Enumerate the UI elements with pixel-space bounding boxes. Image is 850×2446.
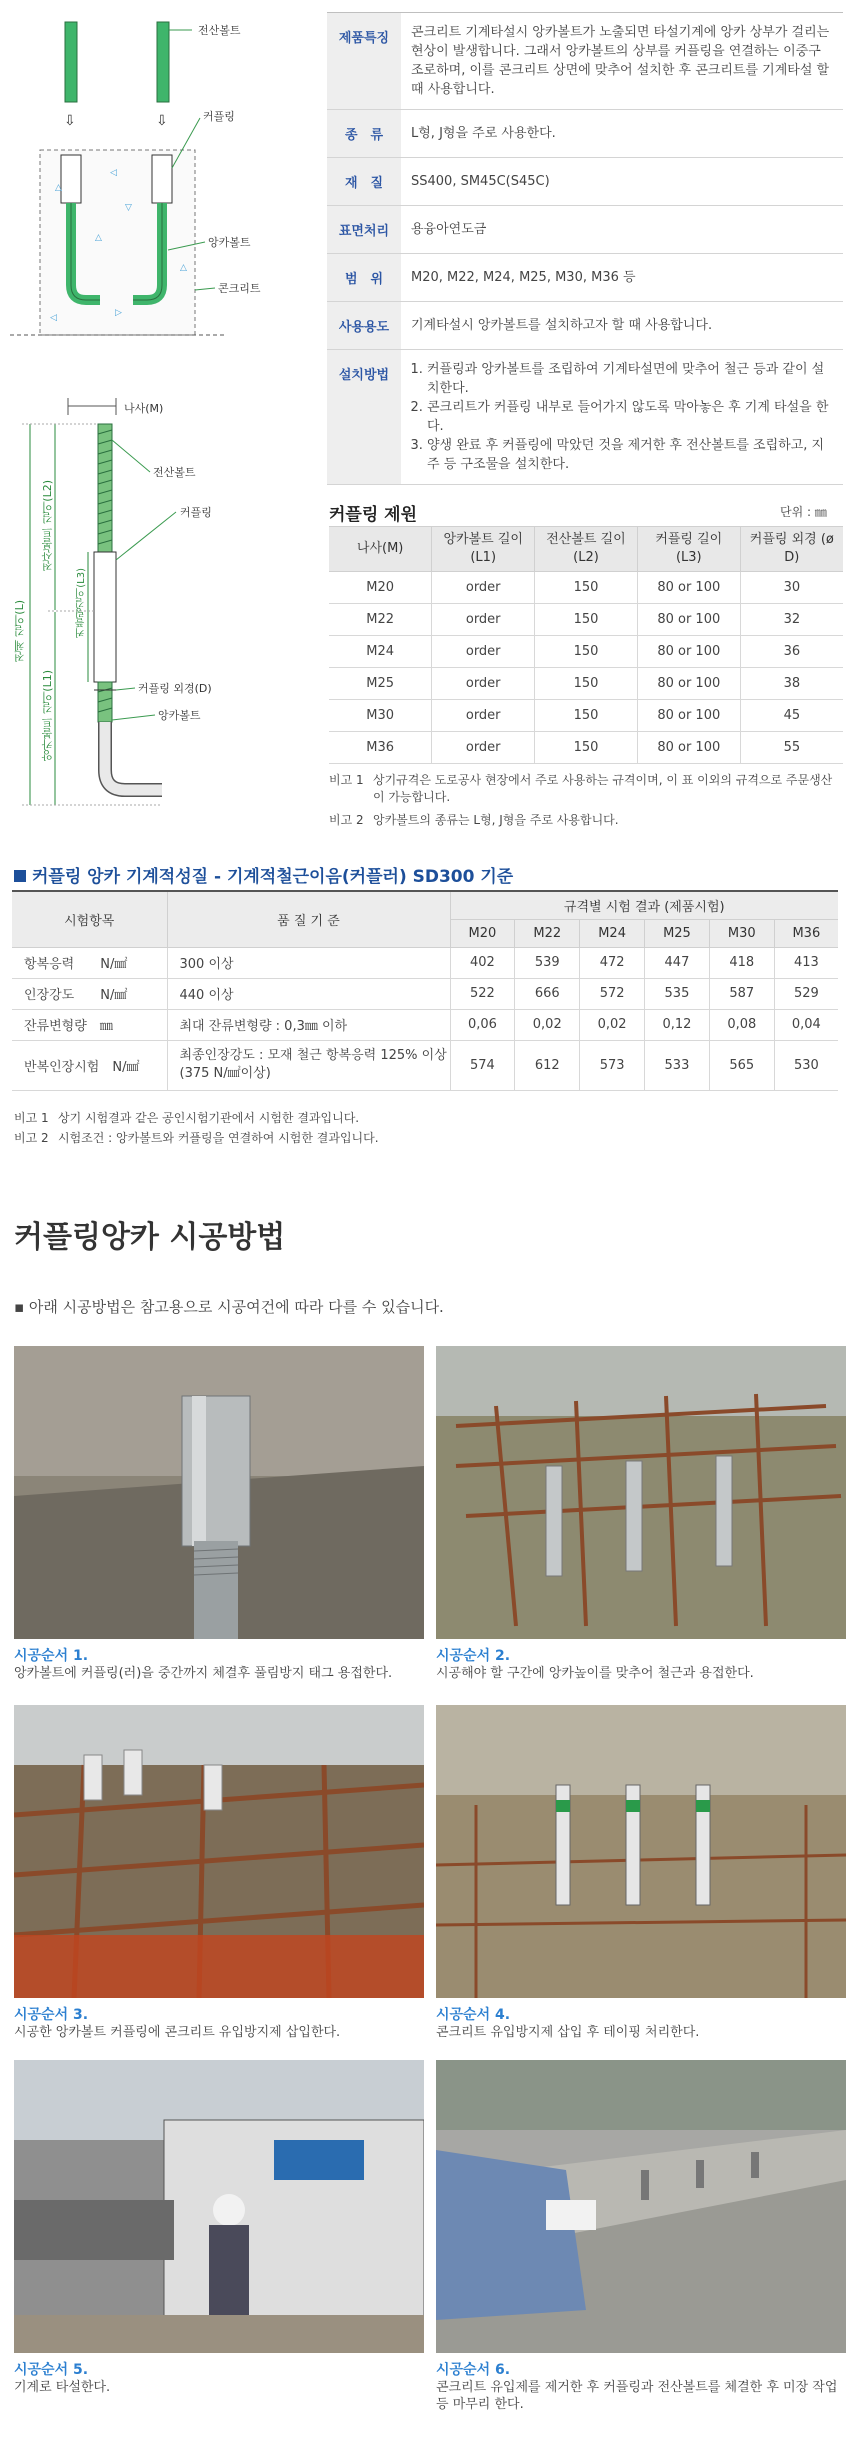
install-steps <box>411 360 833 474</box>
label-coupling-length: 커플링길이(L3) <box>76 568 87 638</box>
item-unit: N/㎟ <box>100 988 128 1003</box>
step-text: 시공해야 할 구간에 앙카높이를 맞추어 철근과 용접한다. <box>436 1666 754 1681</box>
cell <box>12 1040 167 1090</box>
coupling-table-title: 커플링 제원 <box>329 505 418 525</box>
cell: 80 or 100 <box>637 572 740 604</box>
square-bullet-icon <box>14 870 26 882</box>
cell: order <box>432 732 535 764</box>
photo-finish <box>436 2060 846 2353</box>
step-caption-1 <box>14 1648 424 1682</box>
photo-taping <box>436 1705 846 1998</box>
spec-row <box>327 13 843 110</box>
cell: 32 <box>740 604 843 636</box>
table-row <box>12 1040 838 1090</box>
spec-value: 콘크리트 기계타설시 앙카볼트가 노출되면 타설기계에 앙카 상부가 걸리는 현상이 발생합니다. 그래서 앙카볼트의 상부를 커플링을 연결하는 이중구조로하며, 이를 콘크리트 상면에 맞추어 설치한 후 콘크리트를 기계타설 할 때 사용합니다. <box>411 25 830 97</box>
step-photo-6 <box>436 2060 846 2353</box>
cell: 150 <box>535 732 638 764</box>
cell: 36 <box>740 636 843 668</box>
cell: 522 <box>450 978 515 1009</box>
spec-row <box>327 206 843 254</box>
table-row <box>329 732 843 764</box>
spec-key: 제품특징 <box>327 13 401 109</box>
cell: 80 or 100 <box>637 732 740 764</box>
note-tag: 비고 1 <box>14 1111 49 1125</box>
table-row <box>329 636 843 668</box>
cell: 666 <box>515 978 580 1009</box>
spec-row <box>327 158 843 206</box>
spec-key: 재 질 <box>327 158 401 205</box>
cell: 533 <box>645 1040 710 1090</box>
cell: 565 <box>709 1040 774 1090</box>
cell: 472 <box>580 947 645 978</box>
step-photo-2 <box>436 1346 846 1639</box>
svg-text:△: △ <box>95 233 102 243</box>
cell: M30 <box>329 700 432 732</box>
note-tag: 비고 2 <box>329 813 364 827</box>
cell: 539 <box>515 947 580 978</box>
cell: 0,12 <box>645 1009 710 1040</box>
cell: 418 <box>709 947 774 978</box>
cell <box>12 978 167 1009</box>
col-header: M36 <box>774 919 838 947</box>
cell: 80 or 100 <box>637 700 740 732</box>
col-header: M22 <box>515 919 580 947</box>
svg-text:⇩: ⇩ <box>64 113 76 129</box>
cell: order <box>432 668 535 700</box>
table-row <box>329 668 843 700</box>
step-title: 시공순서 5. <box>14 2362 89 2378</box>
step-caption-4 <box>436 2007 846 2041</box>
svg-text:△: △ <box>55 183 62 193</box>
cell: 80 or 100 <box>637 636 740 668</box>
col-header: M20 <box>450 919 515 947</box>
col-header: 커플링 길이 (L3) <box>637 527 740 572</box>
col-header: M24 <box>580 919 645 947</box>
cell <box>12 1009 167 1040</box>
step-text: 콘크리트 유입방지제 삽입 후 테이핑 처리한다. <box>436 2025 700 2040</box>
mech-title <box>14 862 513 887</box>
table-row <box>329 572 843 604</box>
note-text: 앙카볼트의 종류는 L형, J형을 주로 사용합니다. <box>373 813 619 827</box>
cell: 80 or 100 <box>637 604 740 636</box>
label-anchor-length: 앙카볼트 길이(L1) <box>41 670 54 762</box>
step-caption-2 <box>436 1648 846 1682</box>
item-unit: ㎜ <box>99 1019 113 1034</box>
spec-value <box>401 350 843 484</box>
step-text: 앙카볼트에 커플링(러)을 중간까지 체결후 풀림방지 태그 용접한다. <box>14 1666 393 1681</box>
item-unit: N/㎟ <box>112 1059 140 1075</box>
item-name: 인장강도 <box>24 988 75 1003</box>
step-title: 시공순서 4. <box>436 2007 511 2023</box>
cell: 535 <box>645 978 710 1009</box>
step-title: 시공순서 6. <box>436 2362 511 2378</box>
note-text: 상기규격은 도로공사 현장에서 주로 사용하는 규격이며, 이 표 이외의 규격으로 주문생산이 가능합니다. <box>373 773 833 804</box>
col-header: M30 <box>709 919 774 947</box>
note-tag: 비고 1 <box>329 773 364 787</box>
spec-row <box>327 350 843 485</box>
note-text: 상기 시험결과 같은 공인시험기관에서 시험한 결과입니다. <box>58 1111 360 1125</box>
cell: 300 이상 <box>167 947 450 978</box>
step-text: 기계로 타설한다. <box>14 2380 111 2395</box>
cell: 45 <box>740 700 843 732</box>
svg-text:△: △ <box>180 263 187 273</box>
step-photo-4 <box>436 1705 846 1998</box>
step-photo-1 <box>14 1346 424 1639</box>
cell: 0,08 <box>709 1009 774 1040</box>
coupling-unit: 단위 : ㎜ <box>780 505 827 519</box>
step-caption-6 <box>436 2362 846 2413</box>
photo-machine-pour <box>14 2060 424 2353</box>
cell: 30 <box>740 572 843 604</box>
svg-text:⇩: ⇩ <box>156 113 168 129</box>
coupling-note-2 <box>329 812 843 829</box>
cell <box>12 947 167 978</box>
cell: 402 <box>450 947 515 978</box>
spec-value: 용융아연도금 <box>411 222 487 237</box>
step-title: 시공순서 3. <box>14 2007 89 2023</box>
mech-table <box>12 890 838 1091</box>
item-name: 잔류변형량 <box>24 1019 87 1034</box>
cell: 80 or 100 <box>637 668 740 700</box>
cell: 0,02 <box>580 1009 645 1040</box>
cell: 0,02 <box>515 1009 580 1040</box>
cell: 440 이상 <box>167 978 450 1009</box>
label-thread: 나사(M) <box>124 402 164 415</box>
cell: M22 <box>329 604 432 636</box>
spec-row <box>327 110 843 158</box>
spec-value: M20, M22, M24, M25, M30, M36 등 <box>411 270 636 285</box>
table-row <box>12 947 838 978</box>
col-header: 커플링 외경 (ø D) <box>740 527 843 572</box>
item-unit: N/㎟ <box>100 957 128 972</box>
col-header: 전산볼트 길이 (L2) <box>535 527 638 572</box>
label-total-length: 전체 길이(L) <box>13 600 26 663</box>
cell: 150 <box>535 668 638 700</box>
spec-key: 종 류 <box>327 110 401 157</box>
step-caption-5 <box>14 2362 424 2396</box>
cell: 38 <box>740 668 843 700</box>
label-concrete: 콘크리트 <box>218 282 261 295</box>
cell: 0,04 <box>774 1009 838 1040</box>
spec-value: L형, J형을 주로 사용한다. <box>411 126 556 141</box>
step-photo-5 <box>14 2060 424 2353</box>
photo-rebar-weld <box>436 1346 846 1639</box>
spec-key: 설치방법 <box>327 350 401 484</box>
svg-text:▷: ▷ <box>115 308 122 318</box>
cell: 530 <box>774 1040 838 1090</box>
label-threaded-length: 전산볼트 길이(L2) <box>41 480 54 572</box>
cell: 150 <box>535 700 638 732</box>
label-coupling-od: 커플링 외경(D) <box>138 682 212 695</box>
spec-row <box>327 302 843 350</box>
step-title: 시공순서 1. <box>14 1648 89 1664</box>
label-threaded-bolt-2: 전산볼트 <box>153 466 196 479</box>
cell: 529 <box>774 978 838 1009</box>
step-caption-3 <box>14 2007 424 2041</box>
spec-value: SS400, SM45C(S45C) <box>411 174 550 189</box>
col-header: 규격별 시험 결과 (제품시험) <box>450 891 838 919</box>
spec-row <box>327 254 843 302</box>
note-tag: 비고 2 <box>14 1131 49 1145</box>
install-step: 2. 콘크리트가 커플링 내부로 들어가지 않도록 막아놓은 후 기계 타설을 한다. <box>427 398 833 436</box>
table-row <box>12 1009 838 1040</box>
note-text: 시험조건 : 앙카볼트와 커플링을 연결하여 시험한 결과입니다. <box>58 1131 379 1145</box>
table-row <box>329 700 843 732</box>
cell: 55 <box>740 732 843 764</box>
table-row <box>329 604 843 636</box>
cell: order <box>432 700 535 732</box>
cell: 최대 잔류변형량 : 0,3㎜ 이하 <box>167 1009 450 1040</box>
cell: 0,06 <box>450 1009 515 1040</box>
cell: order <box>432 636 535 668</box>
anchor-diagram <box>0 0 325 820</box>
cell: 447 <box>645 947 710 978</box>
svg-text:▽: ▽ <box>125 203 132 213</box>
spec-key: 사용용도 <box>327 302 401 349</box>
cell: M36 <box>329 732 432 764</box>
cell: 최종인장강도 : 모재 철근 항복응력 125% 이상 (375 N/㎟이상) <box>167 1040 450 1090</box>
cell: 572 <box>580 978 645 1009</box>
cell: 574 <box>450 1040 515 1090</box>
cell: 612 <box>515 1040 580 1090</box>
label-coupling-2: 커플링 <box>180 506 212 519</box>
label-coupling: 커플링 <box>203 110 235 123</box>
section-intro: ▪ 아래 시공방법은 참고용으로 시공여건에 따라 다를 수 있습니다. <box>14 1298 444 1316</box>
cell: 150 <box>535 572 638 604</box>
cell: 150 <box>535 636 638 668</box>
section-title: 커플링앙카 시공방법 <box>14 1220 286 1255</box>
item-name: 반복인장시험 <box>24 1059 100 1075</box>
svg-text:◁: ◁ <box>110 168 117 178</box>
spec-key: 범 위 <box>327 254 401 301</box>
label-anchor-bolt: 앙카볼트 <box>208 236 251 249</box>
label-anchor-bolt-2: 앙카볼트 <box>158 709 201 722</box>
cell: order <box>432 572 535 604</box>
spec-value: 기계타설시 앙카볼트를 설치하고자 할 때 사용합니다. <box>411 318 713 333</box>
mech-note-1 <box>14 1110 359 1127</box>
photo-anchor-coupling <box>14 1346 424 1639</box>
mech-title-text: 커플링 앙카 기계적성질 - 기계적철근이음(커플러) SD300 기준 <box>32 867 514 887</box>
svg-text:◁: ◁ <box>50 313 57 323</box>
col-header: 나사(M) <box>329 527 432 572</box>
col-header: 시험항목 <box>12 891 167 947</box>
cell: 587 <box>709 978 774 1009</box>
spec-panel <box>327 12 843 485</box>
cell: 573 <box>580 1040 645 1090</box>
cell: 413 <box>774 947 838 978</box>
cell: 150 <box>535 604 638 636</box>
cell: order <box>432 604 535 636</box>
spec-key: 표면처리 <box>327 206 401 253</box>
photo-insert-plug <box>14 1705 424 1998</box>
label-threaded-bolt: 전산볼트 <box>198 24 241 37</box>
install-step: 3. 양생 완료 후 커플링에 막았던 것을 제거한 후 전산볼트를 조립하고, 지주 등 구조물을 설치한다. <box>427 436 833 474</box>
col-header: M25 <box>645 919 710 947</box>
install-step: 1. 커플링과 앙카볼트를 조립하여 기계타설면에 맞추어 철근 등과 같이 설치한다. <box>427 360 833 398</box>
col-header: 품 질 기 준 <box>167 891 450 947</box>
cell: M24 <box>329 636 432 668</box>
coupling-table <box>329 526 843 764</box>
step-text: 시공한 앙카볼트 커플링에 콘크리트 유입방지제 삽입한다. <box>14 2025 341 2040</box>
step-text: 콘크리트 유입제를 제거한 후 커플링과 전산볼트를 체결한 후 미장 작업등 마무리 한다. <box>436 2380 838 2412</box>
item-name: 항복응력 <box>24 957 75 972</box>
col-header: 앙카볼트 길이 (L1) <box>432 527 535 572</box>
mech-note-2 <box>14 1130 379 1147</box>
table-row <box>12 978 838 1009</box>
cell: M20 <box>329 572 432 604</box>
coupling-note-1 <box>329 772 843 806</box>
step-photo-3 <box>14 1705 424 1998</box>
cell: M25 <box>329 668 432 700</box>
step-title: 시공순서 2. <box>436 1648 511 1664</box>
